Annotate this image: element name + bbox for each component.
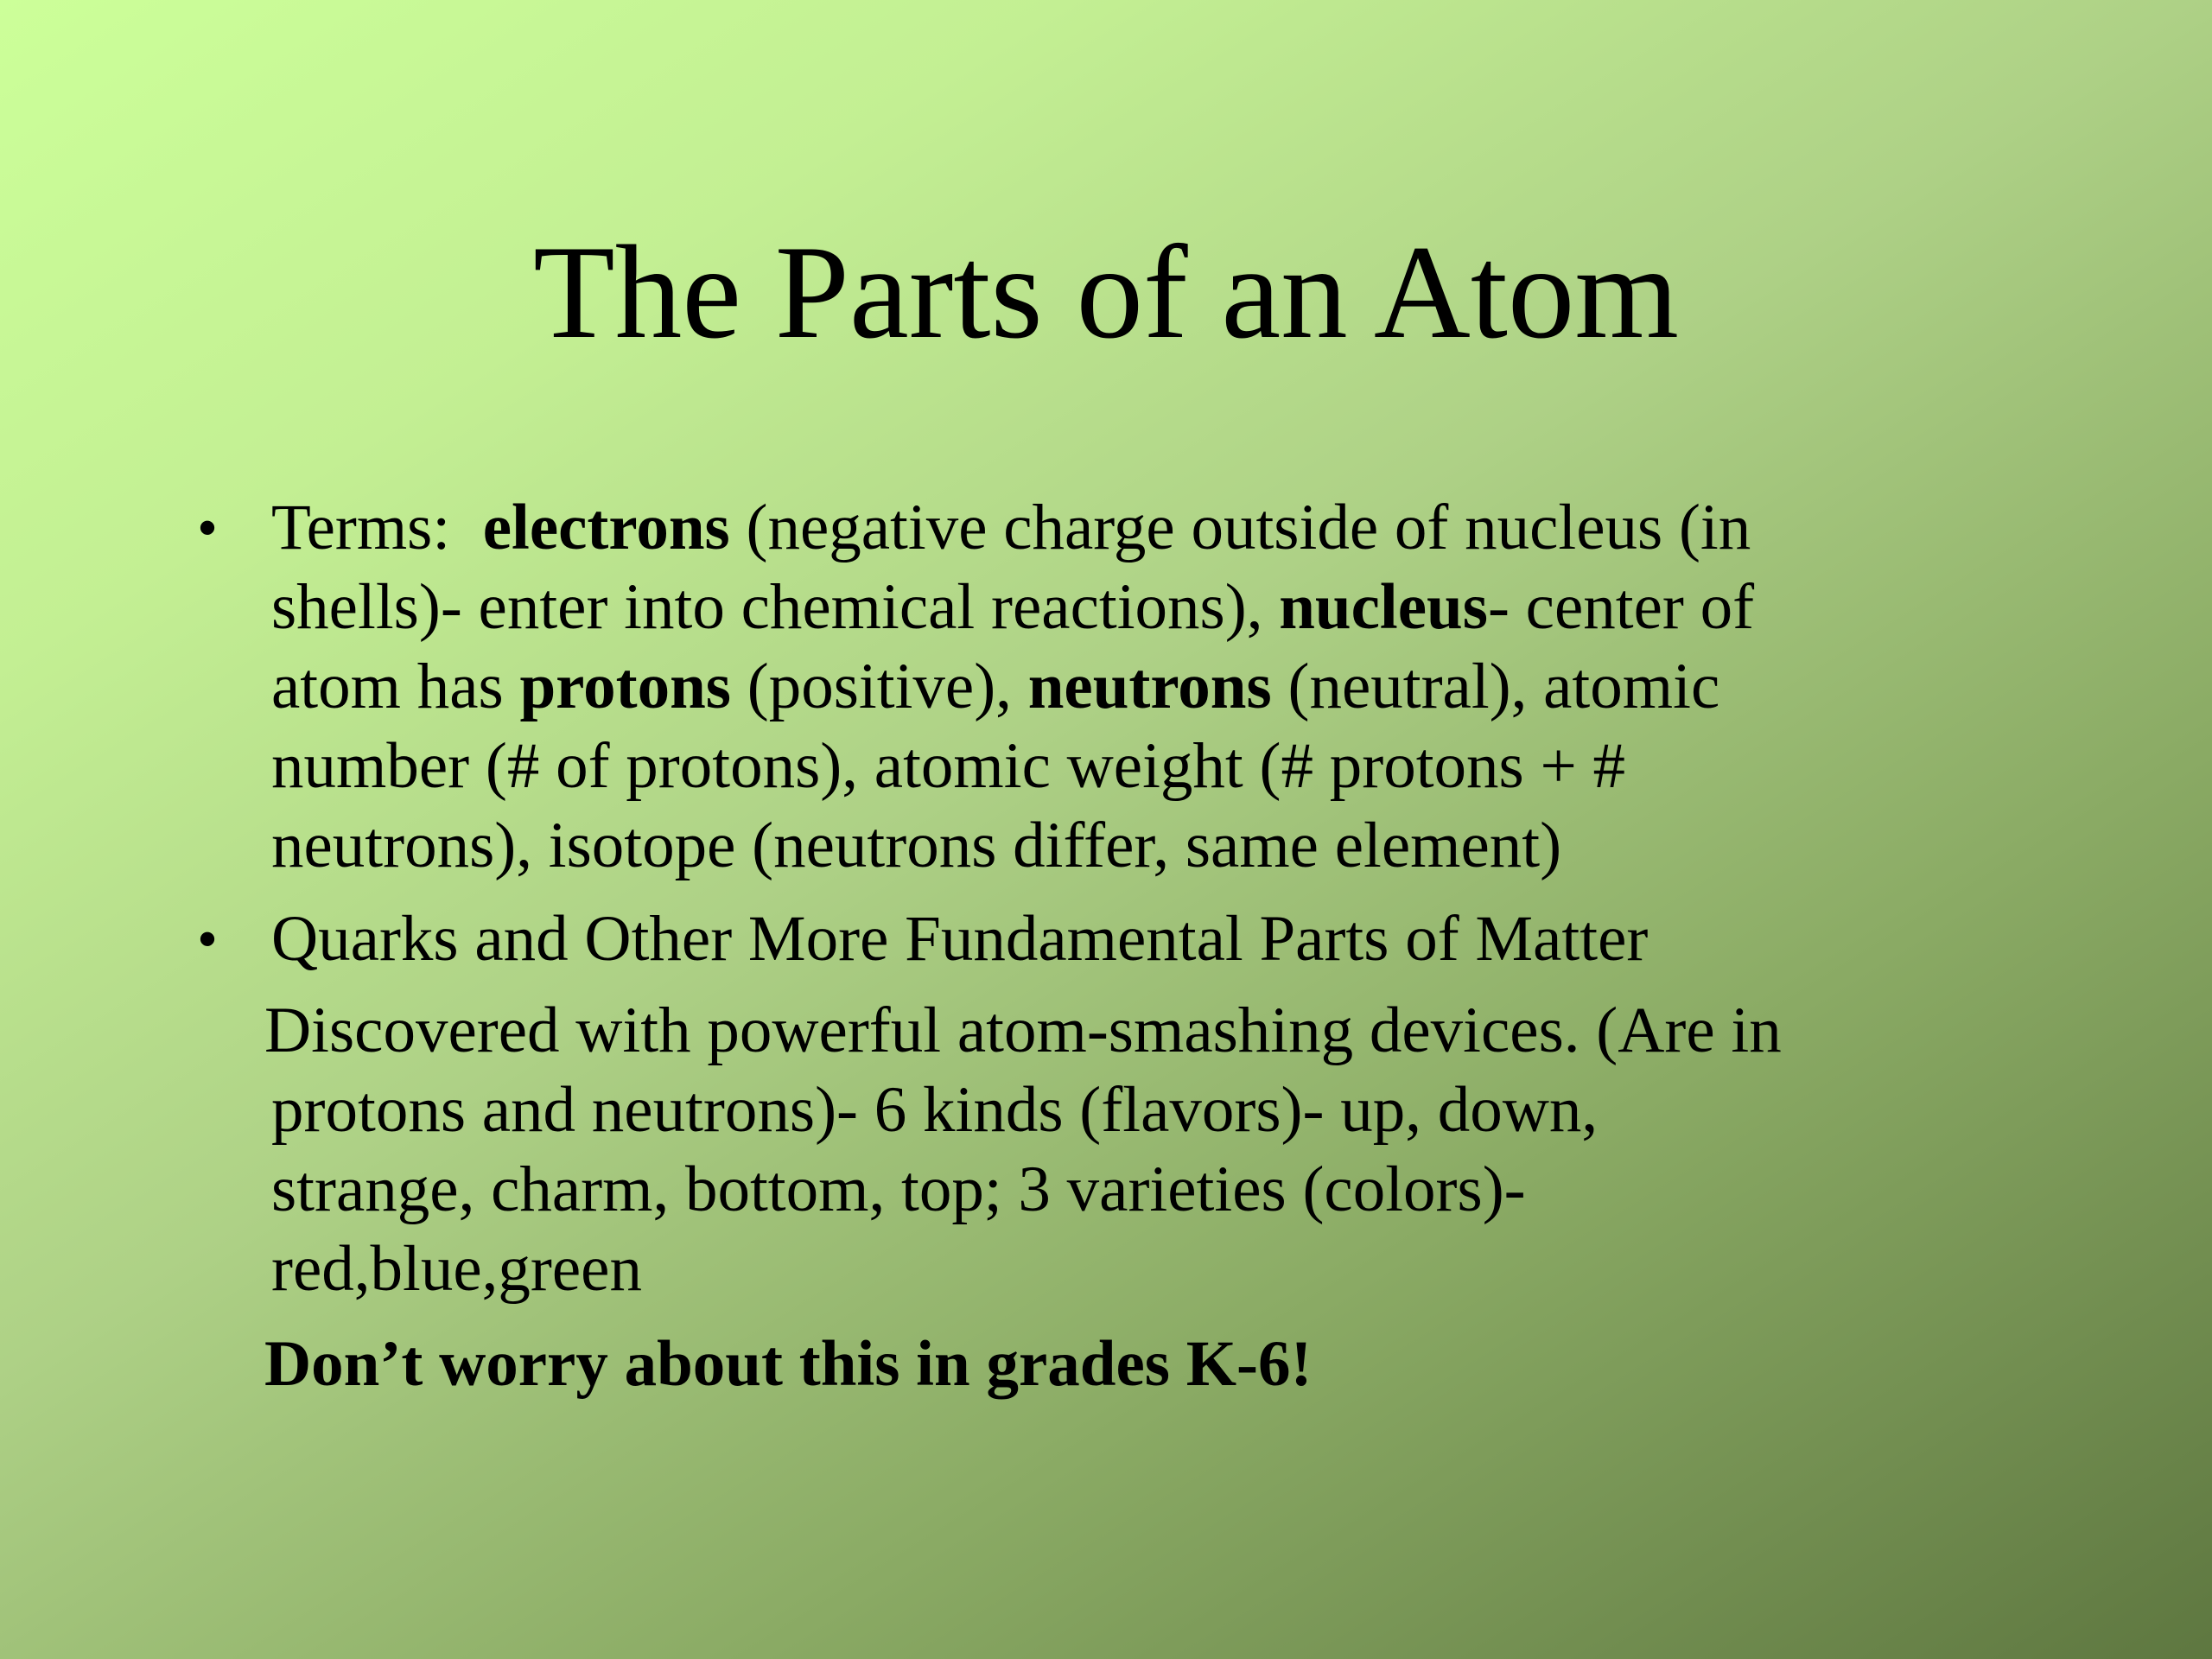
slide-body (181, 488, 2048, 1404)
terms-text-3: - center of (1487, 571, 1755, 643)
term-neutrons: neutrons (1027, 651, 1272, 722)
term-nucleus: nucleus (1279, 571, 1488, 643)
quarks-heading: Quarks and Other More Fundamental Parts of Matter (271, 903, 1649, 975)
terms-line-2 (271, 568, 2048, 647)
quarks-text-line-1: Discovered with powerful atom-smashing devices. (Are in (264, 995, 1782, 1066)
bullet-quarks (181, 899, 2048, 979)
term-electrons: electrons (482, 492, 730, 563)
terms-text-2: shells)- enter into chemical reactions), (271, 571, 1280, 643)
terms-line-5: neutrons), isotope (neutrons differ, same element) (271, 810, 1562, 881)
terms-lead: Terms: (271, 492, 483, 563)
quarks-text-line-2: protons and neutrons)- 6 kinds (flavors)- up, down, (271, 1074, 1599, 1146)
bullet-dot: • (198, 499, 217, 556)
bullet-dot: • (198, 910, 217, 968)
terms-text-5: (positive), (730, 651, 1028, 722)
terms-text-4: atom has (271, 651, 520, 722)
slide-title: The Parts of an Atom (533, 218, 1679, 366)
terms-line-1 (271, 488, 2048, 568)
terms-line-4: number (# of protons), atomic weight (# protons + # (271, 730, 1626, 802)
bullet-terms (181, 488, 2048, 886)
terms-line-3 (271, 647, 2048, 727)
term-protons: protons (519, 651, 731, 722)
terms-text-1: (negative charge outside of nucleus (in (729, 492, 1751, 563)
terms-text-6: (neutral), atomic (1271, 651, 1720, 722)
quarks-text-line-4: red,blue,green (271, 1233, 642, 1305)
closing-note: Don’t worry about this in grades K-6! (264, 1328, 1313, 1400)
quarks-text-line-3: strange, charm, bottom, top; 3 varieties (colors)- (271, 1154, 1526, 1225)
